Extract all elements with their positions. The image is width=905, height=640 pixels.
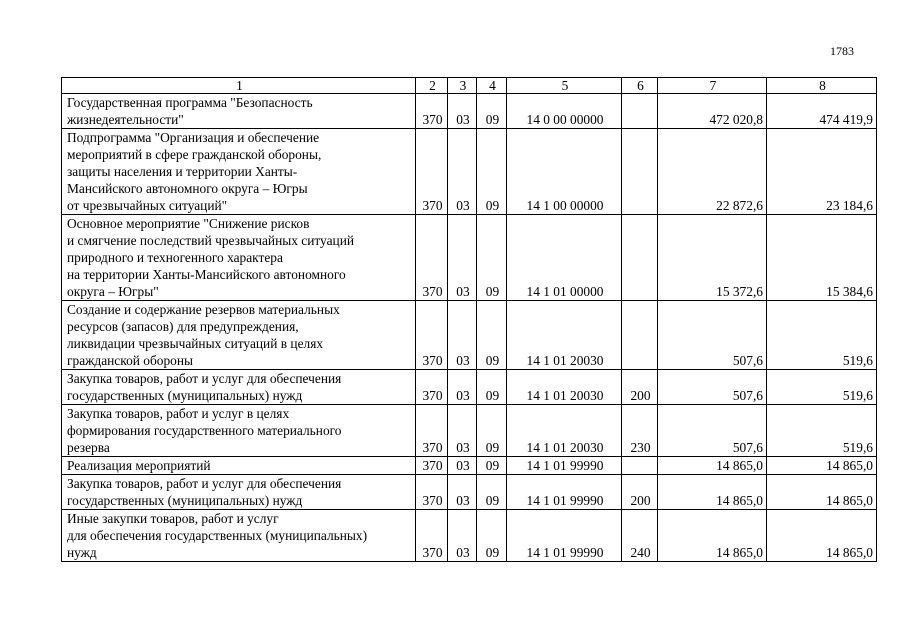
code-section-cell: 03 [448, 475, 477, 510]
amount-year1-cell: 14 865,0 [658, 457, 767, 475]
row-name-line: от чрезвычайных ситуаций" [67, 198, 228, 213]
amount-year2-cell: 519,6 [767, 370, 877, 405]
page-number: 1783 [830, 44, 854, 58]
row-name-line: ликвидации чрезвычайных ситуаций в целях [67, 336, 324, 351]
code-target-cell: 14 1 01 99990 [507, 475, 622, 510]
row-name-line: жизнедеятельности" [67, 112, 184, 127]
amount-year2-cell: 519,6 [767, 405, 877, 457]
code-target-cell: 14 1 01 99990 [507, 457, 622, 475]
code-admin-cell: 370 [416, 370, 448, 405]
table-row [62, 510, 877, 562]
code-subsection-cell: 09 [477, 405, 507, 457]
code-target-cell: 14 0 00 00000 [507, 94, 622, 129]
code-section-cell: 03 [448, 457, 477, 475]
code-expense-type-cell: 200 [622, 370, 658, 405]
code-expense-type-cell [622, 94, 658, 129]
table-row [62, 94, 877, 129]
header-col-2: 2 [416, 78, 448, 94]
code-expense-type-cell: 200 [622, 475, 658, 510]
code-expense-type-cell: 230 [622, 405, 658, 457]
row-name-cell [62, 510, 416, 562]
code-subsection-cell: 09 [477, 129, 507, 215]
row-name-line: резерва [67, 440, 110, 455]
code-subsection-cell: 09 [477, 215, 507, 301]
amount-year2-cell: 23 184,6 [767, 129, 877, 215]
row-name-line: Подпрограмма "Организация и обеспечение [67, 130, 320, 145]
row-name-line: и смягчение последствий чрезвычайных ситуаций [67, 233, 355, 248]
header-col-6: 6 [622, 78, 658, 94]
amount-year2-cell: 14 865,0 [767, 510, 877, 562]
row-name-line: на территории Ханты-Мансийского автономного [67, 267, 346, 282]
row-name-line: защиты населения и территории Ханты- [67, 164, 298, 179]
code-section-cell: 03 [448, 301, 477, 370]
amount-year2-cell: 14 865,0 [767, 475, 877, 510]
header-col-3: 3 [448, 78, 477, 94]
amount-year1-cell: 507,6 [658, 301, 767, 370]
row-name-cell [62, 370, 416, 405]
row-name-line: государственных (муниципальных) нужд [67, 388, 303, 403]
amount-year1-cell: 507,6 [658, 405, 767, 457]
table-row [62, 457, 877, 475]
table-row [62, 215, 877, 301]
code-expense-type-cell [622, 301, 658, 370]
row-name-cell [62, 475, 416, 510]
header-col-1: 1 [62, 78, 416, 94]
row-name-line: Создание и содержание резервов материальных [67, 302, 340, 317]
table-row [62, 370, 877, 405]
row-name-line: Иные закупки товаров, работ и услуг [67, 511, 279, 526]
header-col-4: 4 [477, 78, 507, 94]
amount-year1-cell: 14 865,0 [658, 510, 767, 562]
code-expense-type-cell: 240 [622, 510, 658, 562]
amount-year1-cell: 14 865,0 [658, 475, 767, 510]
amount-year2-cell: 15 384,6 [767, 215, 877, 301]
budget-table [61, 77, 877, 562]
table-row [62, 475, 877, 510]
code-section-cell: 03 [448, 94, 477, 129]
code-target-cell: 14 1 00 00000 [507, 129, 622, 215]
table-row [62, 301, 877, 370]
row-name-line: для обеспечения государственных (муниципальных) [67, 528, 368, 543]
code-admin-cell: 370 [416, 215, 448, 301]
code-target-cell: 14 1 01 20030 [507, 370, 622, 405]
table-row [62, 405, 877, 457]
row-name-line: Реализация мероприятий [67, 458, 211, 473]
amount-year2-cell: 14 865,0 [767, 457, 877, 475]
code-admin-cell: 370 [416, 129, 448, 215]
row-name-cell [62, 129, 416, 215]
header-col-8: 8 [767, 78, 877, 94]
code-admin-cell: 370 [416, 510, 448, 562]
amount-year1-cell: 22 872,6 [658, 129, 767, 215]
row-name-line: Государственная программа "Безопасность [67, 95, 313, 110]
row-name-line: Закупка товаров, работ и услуг для обеспечения [67, 371, 342, 386]
code-admin-cell: 370 [416, 94, 448, 129]
code-subsection-cell: 09 [477, 475, 507, 510]
amount-year2-cell: 474 419,9 [767, 94, 877, 129]
amount-year1-cell: 507,6 [658, 370, 767, 405]
code-section-cell: 03 [448, 129, 477, 215]
code-subsection-cell: 09 [477, 370, 507, 405]
code-section-cell: 03 [448, 215, 477, 301]
code-target-cell: 14 1 01 20030 [507, 405, 622, 457]
table-header-row [62, 78, 877, 94]
code-admin-cell: 370 [416, 301, 448, 370]
code-target-cell: 14 1 01 99990 [507, 510, 622, 562]
row-name-line: гражданской обороны [67, 353, 194, 368]
code-admin-cell: 370 [416, 475, 448, 510]
header-col-5: 5 [507, 78, 622, 94]
row-name-cell [62, 301, 416, 370]
row-name-line: округа – Югры" [67, 284, 159, 299]
row-name-line: нужд [67, 545, 97, 560]
row-name-line: Основное мероприятие "Снижение рисков [67, 216, 310, 231]
code-subsection-cell: 09 [477, 457, 507, 475]
code-section-cell: 03 [448, 405, 477, 457]
row-name-cell [62, 405, 416, 457]
code-subsection-cell: 09 [477, 510, 507, 562]
code-expense-type-cell [622, 215, 658, 301]
row-name-line: Закупка товаров, работ и услуг для обеспечения [67, 476, 342, 491]
row-name-cell [62, 457, 416, 475]
amount-year1-cell: 472 020,8 [658, 94, 767, 129]
amount-year1-cell: 15 372,6 [658, 215, 767, 301]
code-subsection-cell: 09 [477, 301, 507, 370]
amount-year2-cell: 519,6 [767, 301, 877, 370]
code-subsection-cell: 09 [477, 94, 507, 129]
code-expense-type-cell [622, 129, 658, 215]
row-name-line: мероприятий в сфере гражданской обороны, [67, 147, 322, 162]
code-target-cell: 14 1 01 00000 [507, 215, 622, 301]
row-name-line: формирования государственного материального [67, 423, 342, 438]
header-col-7: 7 [658, 78, 767, 94]
table-row [62, 129, 877, 215]
row-name-line: Мансийского автономного округа – Югры [67, 181, 308, 196]
row-name-line: ресурсов (запасов) для предупреждения, [67, 319, 299, 334]
table-body [62, 78, 877, 562]
code-section-cell: 03 [448, 370, 477, 405]
code-section-cell: 03 [448, 510, 477, 562]
code-target-cell: 14 1 01 20030 [507, 301, 622, 370]
row-name-cell [62, 94, 416, 129]
row-name-line: Закупка товаров, работ и услуг в целях [67, 406, 290, 421]
row-name-line: государственных (муниципальных) нужд [67, 493, 303, 508]
row-name-cell [62, 215, 416, 301]
row-name-line: природного и техногенного характера [67, 250, 283, 265]
code-admin-cell: 370 [416, 405, 448, 457]
code-admin-cell: 370 [416, 457, 448, 475]
code-expense-type-cell [622, 457, 658, 475]
